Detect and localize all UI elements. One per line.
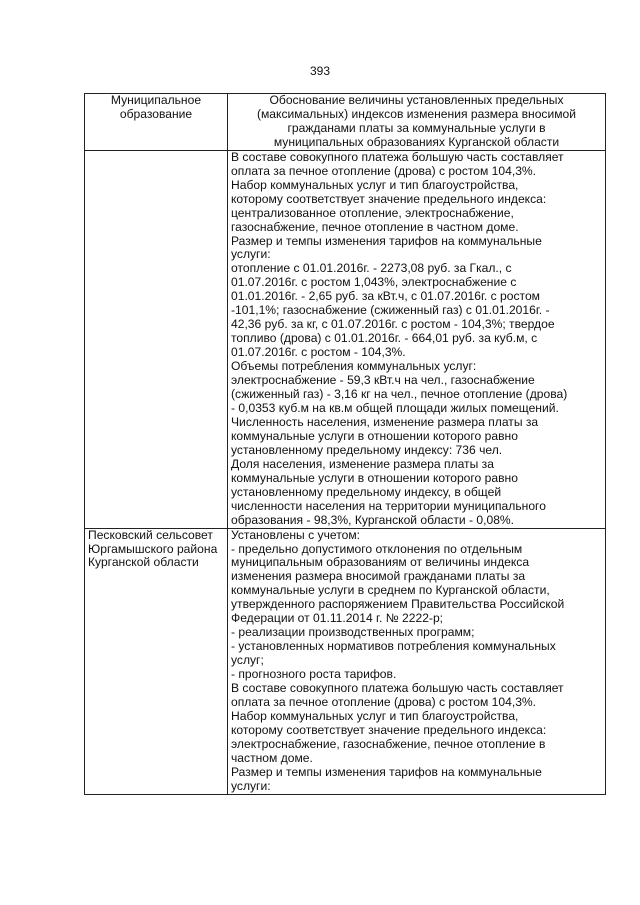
text-line: образования - 98,3%, Курганской области - 0,08%. xyxy=(231,512,515,527)
text-line: оплата за печное отопление (дрова) с ростом 104,3%. xyxy=(231,163,537,178)
text-line: коммунальные услуги в отношении которого равно xyxy=(231,428,518,443)
text-line: - предельно допустимого отклонения по отдельным xyxy=(231,541,523,556)
text-line: Федерации от 01.11.2014 г. № 2222-р; xyxy=(231,611,444,626)
text-line: В составе совокупного платежа большую часть составляет xyxy=(231,149,564,164)
table-header-row xyxy=(85,94,606,151)
text-line: Набор коммунальных услуг и тип благоустройства, xyxy=(231,177,519,192)
text-line: Набор коммунальных услуг и тип благоустройства, xyxy=(231,708,519,723)
text-line: Размер и темпы изменения тарифов на коммунальные xyxy=(231,233,542,248)
text-line: услуг; xyxy=(231,653,264,668)
table-row xyxy=(85,528,606,794)
text-line: 01.07.2016г. с ростом - 104,3%. xyxy=(231,345,406,360)
text-line: 01.07.2016г. с ростом 1,043%, электроснабжение с xyxy=(231,275,517,290)
text-line: которому соответствует значение предельного индекса: xyxy=(231,191,547,206)
text-line: численности населения на территории муниципального xyxy=(231,498,546,513)
justification-cell xyxy=(228,528,606,794)
municipality-cell xyxy=(85,528,228,794)
text-line: изменения размера вносимой гражданами платы за xyxy=(231,569,526,584)
text-line: частном доме. xyxy=(231,750,313,765)
text-line: коммунальные услуги в отношении которого равно xyxy=(231,470,518,485)
header-line: Обоснование величины установленных предельных xyxy=(269,93,564,107)
text-line: Установлены с учетом: xyxy=(231,527,360,542)
text-line: Объемы потребления коммунальных услуг: xyxy=(231,359,477,374)
municipality-cell xyxy=(85,150,228,528)
text-line: коммунальные услуги в среднем по Курганской области, xyxy=(231,583,550,598)
text-line: которому соответствует значение предельного индекса: xyxy=(231,722,547,737)
text-line: топливо (дрова) с 01.01.2016г. - 664,01 руб. за куб.м, с xyxy=(231,331,538,346)
text-line: электроснабжение - 59,3 кВт.ч на чел., газоснабжение xyxy=(231,373,535,388)
text-line: электроснабжение, газоснабжение, печное отопление в xyxy=(231,736,546,751)
text-line: - 0,0353 куб.м на кв.м общей площади жилых помещений. xyxy=(231,400,559,415)
text-line: Численность населения, изменение размера платы за xyxy=(231,414,539,429)
text-line: В составе совокупного платежа большую часть составляет xyxy=(231,681,564,696)
table-row xyxy=(85,150,606,528)
justification-table xyxy=(84,93,606,795)
text-line: услуги: xyxy=(231,247,271,262)
text-line: -101,1%; газоснабжение (сжиженный газ) с 01.01.2016г. - xyxy=(231,303,550,318)
header-line: (максимальных) индексов изменения размера вносимой xyxy=(256,106,577,121)
municipality-line: Курганской области xyxy=(88,555,199,570)
text-line: утвержденного распоряжением Правительства Российской xyxy=(231,597,565,612)
text-line: 01.01.2016г. - 2,65 руб. за кВт.ч, с 01.07.2016г. с ростом xyxy=(231,289,540,304)
text-line: оплата за печное отопление (дрова) с ростом 104,3%. xyxy=(231,694,537,709)
header-line: образование xyxy=(119,106,193,121)
municipality-line: Песковский сельсовет xyxy=(88,527,213,542)
text-line: Размер и темпы изменения тарифов на коммунальные xyxy=(231,764,542,779)
text-line: муниципальным образованиям от величины индекса xyxy=(231,555,530,570)
text-line: Доля населения, изменение размера платы за xyxy=(231,456,494,471)
text-line: - прогнозного роста тарифов. xyxy=(231,667,397,682)
municipality-line: Юргамышского района xyxy=(88,541,218,556)
text-line: установленному предельному индексу, в общей xyxy=(231,484,502,499)
header-line: гражданами платы за коммунальные услуги в xyxy=(287,120,546,135)
text-line: газоснабжение, печное отопление в частном доме. xyxy=(231,219,519,234)
text-line: услуги: xyxy=(231,778,271,793)
header-municipality xyxy=(85,94,228,151)
header-line: муниципальных образованиях Курганской области xyxy=(273,134,560,149)
page-number: 393 xyxy=(309,64,331,78)
text-line: отопление с 01.01.2016г. - 2273,08 руб. за Гкал., с xyxy=(231,261,512,276)
justification-cell xyxy=(228,150,606,528)
text-line: (сжиженный газ) - 3,16 кг на чел., печное отопление (дрова) xyxy=(231,387,568,402)
text-line: централизованное отопление, электроснабжение, xyxy=(231,205,514,220)
text-line: - установленных нормативов потребления коммунальных xyxy=(231,639,556,654)
text-line: 42,36 руб. за кг, с 01.07.2016г. с ростом - 104,3%; твердое xyxy=(231,317,555,332)
text-line: установленному предельному индексу: 736 чел. xyxy=(231,442,503,457)
header-line: Муниципальное xyxy=(110,93,202,107)
header-justification xyxy=(228,94,606,151)
text-line: - реализации производственных программ; xyxy=(231,625,475,640)
